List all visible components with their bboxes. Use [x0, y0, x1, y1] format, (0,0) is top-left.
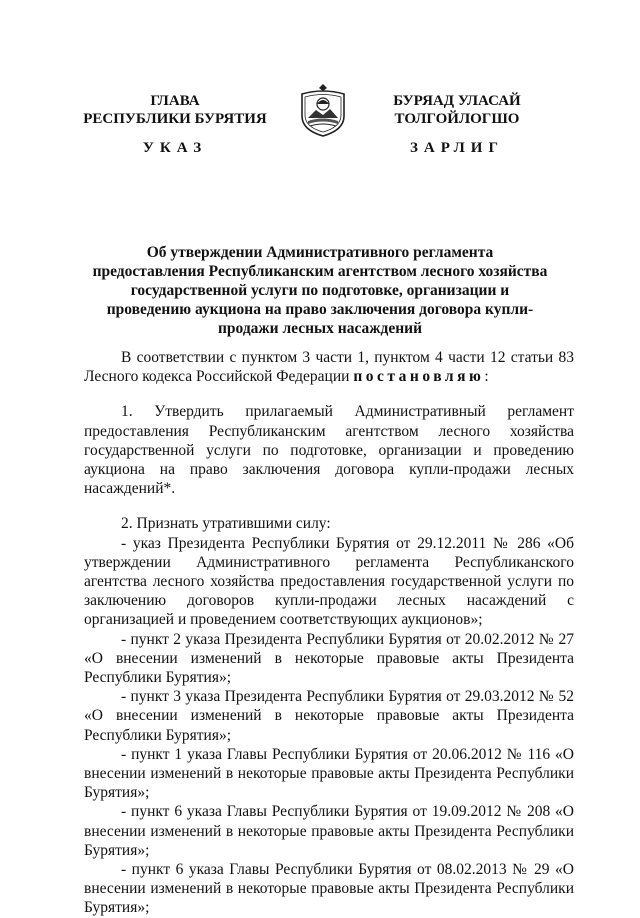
paragraph-2: 2. Признать утратившими силу: — [121, 515, 331, 533]
paragraph-1: 1. Утвердить прилагаемый Административный регламент предоставления Республиканским агентством лесного хозяйства государственной услуги по подготовке, организации и проведению аукциона на право заключения договора купли-продажи лесных насаждений*. — [84, 403, 574, 498]
decree-label-right: ЗАРЛИГ — [409, 140, 505, 156]
intro-end: : — [484, 368, 489, 386]
header-left-line2: РЕСПУБЛИКИ БУРЯТИЯ — [83, 111, 267, 127]
header-right — [352, 92, 562, 128]
document-body — [84, 348, 574, 918]
header-left — [60, 92, 290, 128]
list-item: - пункт 3 указа Президента Республики Бурятия от 29.03.2012 № 52 «О внесении изменений в некоторые правовые акты Президента Республики Бурятия»; — [84, 688, 574, 744]
intro-keyword: постановляю — [353, 368, 485, 386]
intro-paragraph — [84, 348, 574, 386]
header-right-line2: ТОЛГОЙЛОГШО — [394, 111, 520, 127]
list-item: - указ Президента Республики Бурятия от 29.12.2011 № 286 «Об утверждении Административного регламента Республиканского агентства лесного хозяйства предоставления государственной услуги по заключению договоров купли-продажи лесных насаждений с организацией и проведением соответствующих аукционов»; — [84, 534, 574, 629]
list-item: - пункт 6 указа Главы Республики Бурятия от 08.02.2013 № 29 «О внесении изменений в некоторые правовые акты Президента Республики Бурятия»; — [84, 861, 574, 917]
header-right-line1: БУРЯАД УЛАСАЙ — [393, 93, 521, 109]
list-item: - пункт 2 указа Президента Республики Бурятия от 20.02.2012 № 27 «О внесении изменений в некоторые правовые акты Президента Республики Бурятия»; — [84, 630, 574, 687]
list-item: - пункт 1 указа Главы Республики Бурятия от 20.06.2012 № 116 «О внесении изменений в некоторые правовые акты Президента Республики Бурятия»; — [84, 745, 574, 802]
intro-text: В соответствии с пунктом 3 части 1, пунктом 4 части 12 статьи 83 Лесного кодекса Российской Федерации — [84, 349, 574, 386]
decree-label-left: УКАЗ — [142, 140, 208, 156]
list-item: - пункт 6 указа Главы Республики Бурятия от 19.09.2012 № 208 «О внесении изменений в некоторые правовые акты Президента Республики Бурятия»; — [84, 803, 574, 859]
document-title: Об утверждении Административного регламента предоставления Республиканским агентством лесного хозяйства государственной услуги по подготовке, организации и проведению аукциона на право заключения договора купли-продажи лесных насаждений — [92, 244, 548, 337]
header-left-line1: ГЛАВА — [150, 93, 200, 109]
coat-of-arms-icon — [298, 82, 348, 138]
